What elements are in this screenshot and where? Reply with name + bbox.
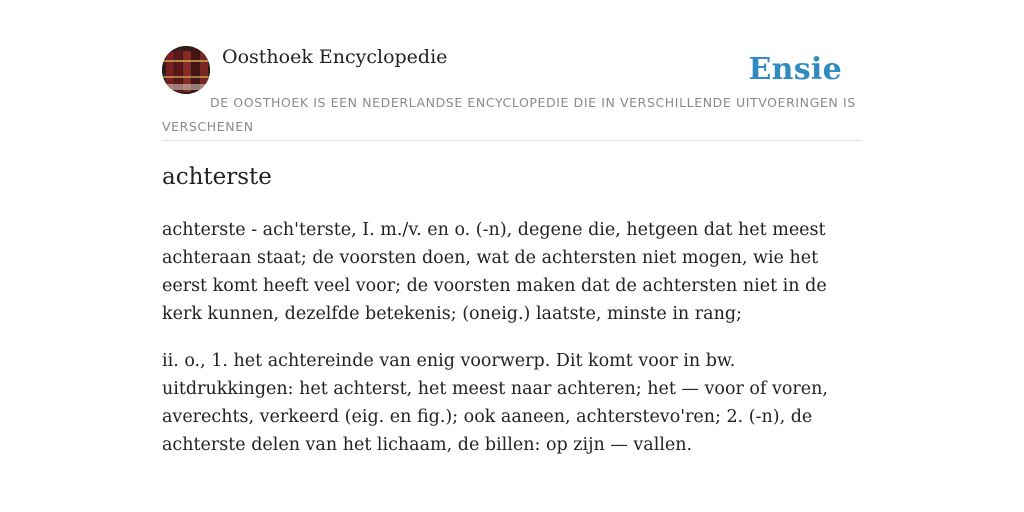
site-tagline: DE OOSTHOEK IS EEN NEDERLANDSE ENCYCLOPEDIE DIE IN VERSCHILLENDE UITVOERINGEN IS VERSCHENEN: [162, 95, 856, 134]
site-name[interactable]: Oosthoek Encyclopedie: [222, 46, 448, 68]
article-paragraph-2: ii. o., 1. het achtereinde van enig voorwerp. Dit komt voor in bw. uitdrukkingen: het achterst, het meest naar achteren; het — voor of voren, averechts, verkeerd (eig. en fig.); ook aaneen, achterstevo'ren; 2. (-n), de achterste delen van het lichaam, de billen: op zijn — vallen.: [162, 351, 828, 455]
page-card: [162, 0, 862, 455]
brand-logo-link[interactable]: Ensie: [748, 52, 842, 87]
article-paragraph-1: achterste - ach'terste, I. m./v. en o. (-n), degene die, hetgeen dat het meest achteraan staat; de voorsten doen, wat de achtersten niet mogen, wie het eerst komt heeft veel voor; de voorsten maken dat de achtersten niet in de kerk kunnen, dezelfde betekenis; (oneig.) laatste, minste in rang;: [162, 220, 827, 324]
book-spines-icon[interactable]: [162, 46, 210, 94]
article-title: achterste: [162, 164, 272, 190]
site-header: [162, 0, 862, 141]
